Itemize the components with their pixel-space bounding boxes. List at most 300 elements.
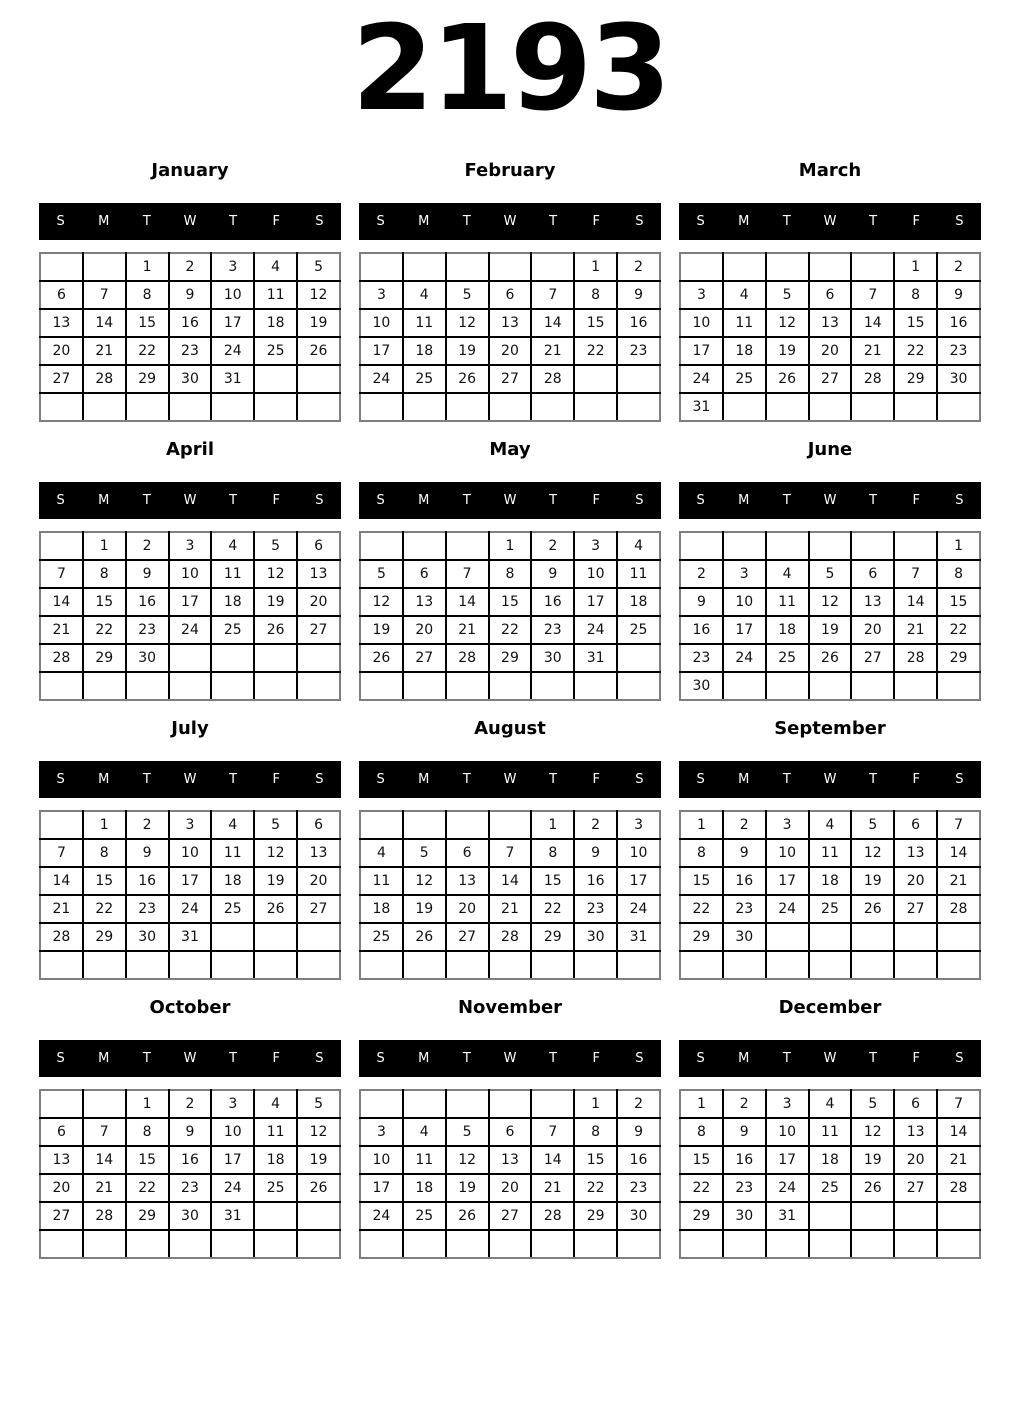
day-cell: 26 bbox=[297, 337, 340, 365]
weekday-label: F bbox=[912, 492, 921, 508]
week-row bbox=[360, 1230, 660, 1258]
day-cell bbox=[403, 1090, 446, 1118]
day-cell bbox=[851, 951, 894, 979]
day-cell: 27 bbox=[297, 895, 340, 923]
day-cell: 13 bbox=[851, 588, 894, 616]
weekday-label: T bbox=[782, 771, 791, 787]
day-cell bbox=[574, 1230, 617, 1258]
week-row bbox=[680, 1118, 980, 1146]
week-row bbox=[360, 1090, 660, 1118]
day-cell: 16 bbox=[937, 309, 980, 337]
day-cell: 12 bbox=[809, 588, 852, 616]
day-cell: 25 bbox=[403, 365, 446, 393]
day-cell bbox=[211, 393, 254, 421]
day-cell bbox=[169, 393, 212, 421]
day-cell: 7 bbox=[531, 1118, 574, 1146]
day-cell: 8 bbox=[574, 281, 617, 309]
day-cell bbox=[723, 1230, 766, 1258]
weekday-label: S bbox=[696, 213, 705, 229]
day-cell: 26 bbox=[851, 1174, 894, 1202]
day-cell: 22 bbox=[531, 895, 574, 923]
day-cell: 29 bbox=[83, 923, 126, 951]
day-cell: 18 bbox=[809, 1146, 852, 1174]
weekday-label: M bbox=[418, 492, 430, 508]
day-cell: 28 bbox=[83, 365, 126, 393]
day-cell bbox=[809, 1230, 852, 1258]
day-cell: 8 bbox=[126, 1118, 169, 1146]
weekday-label: T bbox=[142, 213, 151, 229]
week-row bbox=[40, 337, 340, 365]
day-cell: 14 bbox=[446, 588, 489, 616]
weekday-label: S bbox=[635, 213, 644, 229]
day-cell: 14 bbox=[531, 309, 574, 337]
day-cell: 29 bbox=[83, 644, 126, 672]
day-cell: 10 bbox=[574, 560, 617, 588]
day-cell bbox=[211, 672, 254, 700]
weekday-label: S bbox=[315, 492, 324, 508]
weekday-label: S bbox=[56, 771, 65, 787]
day-cell: 22 bbox=[489, 616, 532, 644]
day-cell: 11 bbox=[403, 1146, 446, 1174]
week-row bbox=[40, 393, 340, 421]
day-cell: 19 bbox=[254, 867, 297, 895]
day-cell: 3 bbox=[360, 1118, 403, 1146]
day-cell: 24 bbox=[360, 365, 403, 393]
day-cell: 30 bbox=[531, 644, 574, 672]
weekday-label: W bbox=[503, 492, 517, 508]
day-cell: 7 bbox=[40, 839, 83, 867]
day-cell: 3 bbox=[169, 811, 212, 839]
day-cell bbox=[446, 1230, 489, 1258]
day-cell: 15 bbox=[531, 867, 574, 895]
weekday-label: T bbox=[549, 492, 558, 508]
day-cell bbox=[851, 923, 894, 951]
day-cell: 27 bbox=[40, 365, 83, 393]
day-cell: 6 bbox=[489, 1118, 532, 1146]
weekday-label: T bbox=[462, 492, 471, 508]
day-cell: 20 bbox=[40, 1174, 83, 1202]
day-cell: 8 bbox=[83, 839, 126, 867]
day-cell bbox=[403, 672, 446, 700]
weekday-label: S bbox=[696, 771, 705, 787]
day-cell: 10 bbox=[169, 839, 212, 867]
day-cell: 15 bbox=[83, 867, 126, 895]
month-grid bbox=[679, 252, 981, 422]
day-cell: 21 bbox=[894, 616, 937, 644]
weekday-label: W bbox=[183, 492, 197, 508]
day-cell: 5 bbox=[254, 811, 297, 839]
day-cell: 2 bbox=[126, 532, 169, 560]
day-cell bbox=[297, 1230, 340, 1258]
day-cell: 17 bbox=[169, 867, 212, 895]
day-cell bbox=[211, 951, 254, 979]
day-cell bbox=[531, 1230, 574, 1258]
day-cell: 10 bbox=[360, 309, 403, 337]
day-cell: 31 bbox=[766, 1202, 809, 1230]
day-cell: 18 bbox=[403, 337, 446, 365]
day-cell: 2 bbox=[723, 811, 766, 839]
day-cell: 7 bbox=[937, 811, 980, 839]
day-cell: 7 bbox=[894, 560, 937, 588]
day-cell bbox=[894, 393, 937, 421]
week-row bbox=[680, 616, 980, 644]
day-cell: 24 bbox=[766, 895, 809, 923]
day-cell: 5 bbox=[254, 532, 297, 560]
day-cell: 19 bbox=[851, 867, 894, 895]
day-cell: 1 bbox=[574, 253, 617, 281]
day-cell: 23 bbox=[169, 337, 212, 365]
year-title: 2193 bbox=[351, 0, 669, 137]
day-cell: 13 bbox=[297, 839, 340, 867]
week-row bbox=[360, 560, 660, 588]
day-cell bbox=[937, 1202, 980, 1230]
day-cell: 23 bbox=[169, 1174, 212, 1202]
day-cell: 16 bbox=[169, 1146, 212, 1174]
week-row bbox=[680, 560, 980, 588]
weekday-label: W bbox=[823, 1050, 837, 1066]
day-cell: 15 bbox=[574, 1146, 617, 1174]
month-grid bbox=[359, 531, 661, 701]
day-cell: 10 bbox=[211, 281, 254, 309]
day-cell: 8 bbox=[894, 281, 937, 309]
day-cell: 24 bbox=[360, 1202, 403, 1230]
day-cell: 13 bbox=[894, 839, 937, 867]
day-cell: 7 bbox=[489, 839, 532, 867]
day-cell: 5 bbox=[403, 839, 446, 867]
day-cell: 11 bbox=[617, 560, 660, 588]
weekday-label: T bbox=[229, 1050, 238, 1066]
day-cell: 11 bbox=[723, 309, 766, 337]
day-cell: 8 bbox=[574, 1118, 617, 1146]
day-cell bbox=[403, 811, 446, 839]
week-row bbox=[360, 895, 660, 923]
day-cell: 2 bbox=[169, 253, 212, 281]
day-cell: 30 bbox=[680, 672, 723, 700]
weekday-label: T bbox=[869, 492, 878, 508]
month-january bbox=[39, 160, 341, 422]
day-cell: 29 bbox=[680, 1202, 723, 1230]
day-cell: 23 bbox=[680, 644, 723, 672]
day-cell bbox=[297, 365, 340, 393]
day-cell: 9 bbox=[617, 281, 660, 309]
day-cell bbox=[40, 811, 83, 839]
day-cell bbox=[723, 532, 766, 560]
day-cell bbox=[489, 951, 532, 979]
day-cell: 20 bbox=[851, 616, 894, 644]
day-cell: 11 bbox=[211, 560, 254, 588]
day-cell bbox=[489, 253, 532, 281]
day-cell bbox=[403, 532, 446, 560]
day-cell: 9 bbox=[723, 1118, 766, 1146]
day-cell: 16 bbox=[169, 309, 212, 337]
week-row bbox=[40, 672, 340, 700]
weekday-label: T bbox=[869, 771, 878, 787]
day-cell bbox=[297, 644, 340, 672]
weekday-label: M bbox=[738, 771, 750, 787]
day-cell: 13 bbox=[489, 309, 532, 337]
day-cell bbox=[83, 1090, 126, 1118]
weekday-label: S bbox=[376, 213, 385, 229]
weekday-label: W bbox=[503, 771, 517, 787]
day-cell: 17 bbox=[360, 337, 403, 365]
week-row bbox=[680, 532, 980, 560]
day-cell: 24 bbox=[766, 1174, 809, 1202]
day-cell: 11 bbox=[360, 867, 403, 895]
day-cell: 27 bbox=[489, 1202, 532, 1230]
day-cell bbox=[40, 1230, 83, 1258]
day-cell: 10 bbox=[617, 839, 660, 867]
week-row bbox=[360, 281, 660, 309]
day-cell: 19 bbox=[446, 337, 489, 365]
weekday-header-row bbox=[39, 761, 341, 798]
weekday-label: S bbox=[955, 771, 964, 787]
day-cell bbox=[766, 1230, 809, 1258]
weekday-label: M bbox=[98, 1050, 110, 1066]
day-cell: 9 bbox=[574, 839, 617, 867]
week-row bbox=[360, 1118, 660, 1146]
day-cell: 12 bbox=[446, 1146, 489, 1174]
week-row bbox=[40, 309, 340, 337]
day-cell: 24 bbox=[211, 1174, 254, 1202]
week-row bbox=[40, 1230, 340, 1258]
day-cell: 26 bbox=[766, 365, 809, 393]
day-cell: 22 bbox=[126, 337, 169, 365]
week-row bbox=[40, 1118, 340, 1146]
day-cell: 9 bbox=[126, 839, 169, 867]
day-cell: 6 bbox=[446, 839, 489, 867]
weekday-label: T bbox=[142, 771, 151, 787]
weekday-label: W bbox=[823, 213, 837, 229]
weekday-label: T bbox=[869, 1050, 878, 1066]
day-cell: 15 bbox=[489, 588, 532, 616]
month-grid bbox=[679, 531, 981, 701]
month-grid bbox=[359, 1089, 661, 1259]
month-grid bbox=[359, 252, 661, 422]
week-row bbox=[680, 895, 980, 923]
day-cell: 13 bbox=[40, 1146, 83, 1174]
day-cell: 1 bbox=[574, 1090, 617, 1118]
week-row bbox=[40, 560, 340, 588]
day-cell bbox=[254, 1230, 297, 1258]
day-cell: 7 bbox=[446, 560, 489, 588]
day-cell bbox=[851, 1230, 894, 1258]
day-cell bbox=[766, 532, 809, 560]
day-cell: 28 bbox=[937, 1174, 980, 1202]
day-cell: 21 bbox=[851, 337, 894, 365]
weekday-label: F bbox=[592, 492, 601, 508]
weekday-label: F bbox=[912, 771, 921, 787]
day-cell: 6 bbox=[403, 560, 446, 588]
day-cell: 9 bbox=[126, 560, 169, 588]
day-cell: 7 bbox=[83, 281, 126, 309]
day-cell: 20 bbox=[40, 337, 83, 365]
day-cell: 11 bbox=[254, 1118, 297, 1146]
month-grid bbox=[679, 810, 981, 980]
day-cell bbox=[894, 951, 937, 979]
day-cell: 25 bbox=[809, 895, 852, 923]
day-cell: 1 bbox=[489, 532, 532, 560]
day-cell bbox=[489, 1230, 532, 1258]
day-cell bbox=[297, 951, 340, 979]
day-cell: 14 bbox=[40, 867, 83, 895]
day-cell: 31 bbox=[169, 923, 212, 951]
months-grid bbox=[0, 160, 1020, 1259]
day-cell bbox=[489, 1090, 532, 1118]
week-row bbox=[360, 337, 660, 365]
week-row bbox=[680, 644, 980, 672]
day-cell: 24 bbox=[617, 895, 660, 923]
day-cell: 21 bbox=[531, 337, 574, 365]
weekday-label: T bbox=[869, 213, 878, 229]
week-row bbox=[360, 839, 660, 867]
day-cell: 1 bbox=[126, 253, 169, 281]
day-cell: 26 bbox=[360, 644, 403, 672]
day-cell: 14 bbox=[937, 839, 980, 867]
day-cell bbox=[83, 951, 126, 979]
day-cell: 14 bbox=[531, 1146, 574, 1174]
day-cell: 8 bbox=[937, 560, 980, 588]
week-row bbox=[680, 951, 980, 979]
day-cell: 26 bbox=[446, 1202, 489, 1230]
day-cell bbox=[851, 253, 894, 281]
day-cell: 12 bbox=[254, 839, 297, 867]
day-cell: 30 bbox=[126, 644, 169, 672]
day-cell: 15 bbox=[937, 588, 980, 616]
day-cell bbox=[766, 923, 809, 951]
day-cell bbox=[680, 532, 723, 560]
week-row bbox=[40, 588, 340, 616]
day-cell bbox=[254, 1202, 297, 1230]
day-cell bbox=[126, 672, 169, 700]
month-grid bbox=[679, 1089, 981, 1259]
day-cell: 30 bbox=[126, 923, 169, 951]
day-cell: 24 bbox=[680, 365, 723, 393]
day-cell: 6 bbox=[851, 560, 894, 588]
day-cell: 16 bbox=[617, 1146, 660, 1174]
day-cell: 16 bbox=[531, 588, 574, 616]
day-cell bbox=[809, 672, 852, 700]
day-cell bbox=[531, 253, 574, 281]
weekday-label: S bbox=[315, 213, 324, 229]
day-cell: 8 bbox=[126, 281, 169, 309]
week-row bbox=[360, 309, 660, 337]
week-row bbox=[680, 337, 980, 365]
day-cell: 23 bbox=[574, 895, 617, 923]
week-row bbox=[360, 867, 660, 895]
day-cell bbox=[126, 951, 169, 979]
day-cell: 30 bbox=[574, 923, 617, 951]
weekday-label: S bbox=[955, 1050, 964, 1066]
day-cell bbox=[254, 951, 297, 979]
weekday-label: S bbox=[56, 1050, 65, 1066]
day-cell: 25 bbox=[254, 337, 297, 365]
day-cell: 7 bbox=[40, 560, 83, 588]
day-cell bbox=[360, 811, 403, 839]
day-cell bbox=[809, 393, 852, 421]
week-row bbox=[360, 1146, 660, 1174]
weekday-header-row bbox=[359, 761, 661, 798]
day-cell bbox=[211, 644, 254, 672]
weekday-label: F bbox=[272, 771, 281, 787]
day-cell bbox=[680, 951, 723, 979]
weekday-label: S bbox=[696, 1050, 705, 1066]
day-cell: 15 bbox=[680, 1146, 723, 1174]
day-cell: 29 bbox=[531, 923, 574, 951]
day-cell: 9 bbox=[723, 839, 766, 867]
day-cell: 20 bbox=[489, 1174, 532, 1202]
day-cell: 5 bbox=[809, 560, 852, 588]
weekday-label: T bbox=[229, 213, 238, 229]
day-cell: 9 bbox=[937, 281, 980, 309]
month-november bbox=[359, 997, 661, 1259]
day-cell bbox=[126, 1230, 169, 1258]
day-cell: 29 bbox=[126, 1202, 169, 1230]
day-cell bbox=[360, 393, 403, 421]
day-cell: 31 bbox=[617, 923, 660, 951]
day-cell bbox=[617, 393, 660, 421]
day-cell: 20 bbox=[297, 867, 340, 895]
day-cell bbox=[894, 1202, 937, 1230]
day-cell: 12 bbox=[446, 309, 489, 337]
week-row bbox=[360, 1202, 660, 1230]
day-cell: 24 bbox=[169, 616, 212, 644]
day-cell: 14 bbox=[851, 309, 894, 337]
day-cell: 25 bbox=[617, 616, 660, 644]
day-cell: 14 bbox=[937, 1118, 980, 1146]
day-cell: 30 bbox=[937, 365, 980, 393]
day-cell bbox=[723, 951, 766, 979]
month-title: July bbox=[171, 717, 209, 739]
weekday-label: S bbox=[635, 492, 644, 508]
day-cell: 21 bbox=[40, 616, 83, 644]
day-cell: 17 bbox=[574, 588, 617, 616]
day-cell: 12 bbox=[766, 309, 809, 337]
day-cell: 3 bbox=[211, 253, 254, 281]
week-row bbox=[680, 253, 980, 281]
week-row bbox=[40, 867, 340, 895]
day-cell: 15 bbox=[894, 309, 937, 337]
day-cell bbox=[446, 532, 489, 560]
day-cell: 28 bbox=[937, 895, 980, 923]
day-cell: 2 bbox=[617, 253, 660, 281]
day-cell: 18 bbox=[254, 309, 297, 337]
month-title: December bbox=[778, 996, 882, 1018]
week-row bbox=[680, 811, 980, 839]
day-cell: 16 bbox=[723, 1146, 766, 1174]
week-row bbox=[680, 1090, 980, 1118]
day-cell bbox=[403, 1230, 446, 1258]
weekday-label: T bbox=[229, 771, 238, 787]
day-cell bbox=[531, 951, 574, 979]
day-cell bbox=[254, 644, 297, 672]
month-title: September bbox=[774, 717, 886, 739]
day-cell: 21 bbox=[83, 337, 126, 365]
day-cell: 11 bbox=[809, 839, 852, 867]
weekday-header-row bbox=[39, 1040, 341, 1077]
day-cell bbox=[83, 672, 126, 700]
week-row bbox=[680, 867, 980, 895]
day-cell: 28 bbox=[531, 1202, 574, 1230]
weekday-label: W bbox=[183, 1050, 197, 1066]
day-cell: 5 bbox=[851, 1090, 894, 1118]
day-cell bbox=[809, 532, 852, 560]
day-cell: 25 bbox=[766, 644, 809, 672]
weekday-label: F bbox=[272, 492, 281, 508]
day-cell: 18 bbox=[254, 1146, 297, 1174]
weekday-header-row bbox=[679, 482, 981, 519]
day-cell: 28 bbox=[851, 365, 894, 393]
month-february bbox=[359, 160, 661, 422]
